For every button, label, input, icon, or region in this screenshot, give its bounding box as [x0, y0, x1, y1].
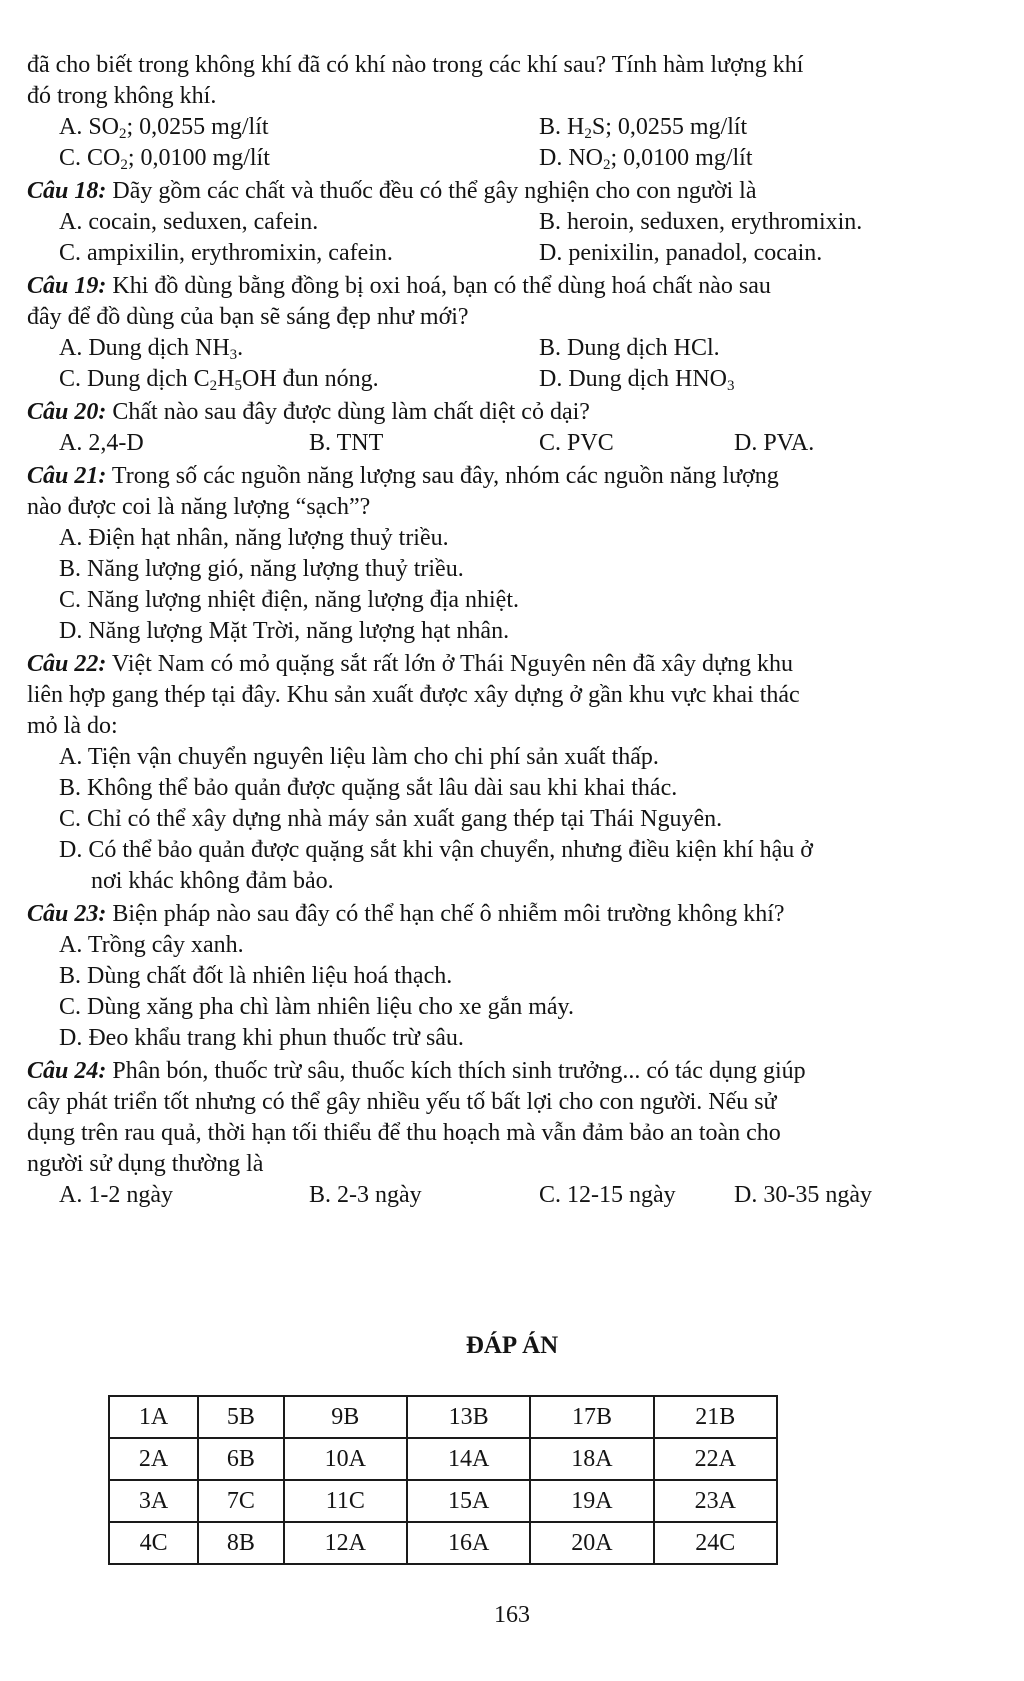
question-19-line-2: đây để đồ dùng của bạn sẽ sáng đẹp như mới?	[27, 304, 469, 330]
intro-options	[27, 112, 957, 174]
option-b: B. Năng lượng gió, năng lượng thuỷ triều.	[59, 556, 464, 582]
option-d: D. PVA.	[734, 430, 815, 456]
question-24-line-4: người sử dụng thường là	[27, 1151, 264, 1177]
question-20: Câu 20: Chất nào sau đây được dùng làm chất diệt cỏ dại?	[27, 399, 590, 425]
option-d: D. Dung dịch $HNO_3$	[539, 366, 735, 394]
question-21: Câu 21: Trong số các nguồn năng lượng sau đây, nhóm các nguồn năng lượng	[27, 463, 779, 489]
table-cell: 3A	[109, 1480, 198, 1522]
table-row	[109, 1438, 777, 1480]
option-a: A. cocain, seduxen, cafein.	[59, 209, 319, 235]
table-cell: 23A	[654, 1480, 777, 1522]
question-label: Câu 18:	[27, 178, 107, 204]
question-22-line-3: mỏ là do:	[27, 713, 118, 739]
option-b: B. heroin, seduxen, erythromixin.	[539, 209, 863, 235]
table-row	[109, 1396, 777, 1438]
question-label: Câu 23:	[27, 901, 107, 927]
question-18-options	[27, 207, 957, 269]
table-cell: 2A	[109, 1438, 198, 1480]
option-c: C. Chỉ có thể xây dựng nhà máy sản xuất gang thép tại Thái Nguyên.	[59, 806, 723, 832]
option-c: C. Dung dịch $C_2H_5OH$ đun nóng.	[59, 366, 379, 394]
option-b: B. TNT	[309, 430, 384, 456]
question-label: Câu 24:	[27, 1058, 107, 1084]
intro-line-2: đó trong không khí.	[27, 83, 217, 109]
question-24-line-3: dụng trên rau quả, thời hạn tối thiểu để thu hoạch mà vẫn đảm bảo an toàn cho	[27, 1120, 781, 1146]
question-23-options	[27, 930, 957, 1054]
table-cell: 20A	[530, 1522, 653, 1564]
table-cell: 9B	[284, 1396, 407, 1438]
intro-option-d: D. $NO_2$; 0,0100 mg/lít	[539, 145, 753, 173]
option-b: B. Không thể bảo quản được quặng sắt lâu dài sau khi khai thác.	[59, 775, 678, 801]
table-row	[109, 1522, 777, 1564]
question-21-line-2: nào được coi là năng lượng “sạch”?	[27, 494, 371, 520]
question-22-line-2: liên hợp gang thép tại đây. Khu sản xuất được xây dựng ở gần khu vực khai thác	[27, 682, 800, 708]
question-label: Câu 21:	[27, 463, 107, 489]
table-cell: 7C	[198, 1480, 283, 1522]
option-d: D. Đeo khẩu trang khi phun thuốc trừ sâu.	[59, 1025, 464, 1051]
question-20-options	[27, 428, 957, 459]
table-cell: 24C	[654, 1522, 777, 1564]
page-number: 163	[494, 1602, 530, 1628]
option-a: A. Điện hạt nhân, năng lượng thuỷ triều.	[59, 525, 449, 551]
option-c: C. Năng lượng nhiệt điện, năng lượng địa nhiệt.	[59, 587, 519, 613]
table-cell: 5B	[198, 1396, 283, 1438]
answer-key-heading: ĐÁP ÁN	[465, 1332, 559, 1359]
option-d: D. 30-35 ngày	[734, 1182, 872, 1208]
intro-option-a: A. $SO_2$; 0,0255 mg/lít	[59, 114, 269, 142]
option-d: D. Có thể bảo quản được quặng sắt khi vận chuyển, nhưng điều kiện khí hậu ở	[59, 837, 813, 863]
option-d-continued: nơi khác không đảm bảo.	[91, 868, 334, 894]
table-cell: 8B	[198, 1522, 283, 1564]
question-18: Câu 18: Dãy gồm các chất và thuốc đều có thể gây nghiện cho con người là	[27, 178, 757, 204]
option-a: A. Dung dịch $NH_3$.	[59, 335, 244, 363]
table-cell: 10A	[284, 1438, 407, 1480]
table-cell: 16A	[407, 1522, 530, 1564]
option-a: A. Trồng cây xanh.	[59, 932, 244, 958]
option-c: C. ampixilin, erythromixin, cafein.	[59, 240, 393, 266]
option-b: B. Dùng chất đốt là nhiên liệu hoá thạch.	[59, 963, 453, 989]
table-cell: 21B	[654, 1396, 777, 1438]
option-d: D. penixilin, panadol, cocain.	[539, 240, 823, 266]
question-24-options	[27, 1180, 957, 1211]
question-19-options	[27, 333, 957, 395]
option-a: A. 1-2 ngày	[59, 1182, 173, 1208]
table-cell: 18A	[530, 1438, 653, 1480]
question-19: Câu 19: Khi đồ dùng bằng đồng bị oxi hoá, bạn có thể dùng hoá chất nào sau	[27, 273, 771, 299]
intro-option-b: B. $H_2S$; 0,0255 mg/lít	[539, 114, 748, 142]
option-a: A. Tiện vận chuyển nguyên liệu làm cho chi phí sản xuất thấp.	[59, 744, 659, 770]
question-label: Câu 22:	[27, 651, 107, 677]
answer-key-table	[108, 1395, 778, 1565]
question-label: Câu 20:	[27, 399, 107, 425]
table-cell: 6B	[198, 1438, 283, 1480]
option-c: C. 12-15 ngày	[539, 1182, 676, 1208]
question-22-options	[27, 742, 957, 897]
question-21-options	[27, 523, 957, 647]
option-d: D. Năng lượng Mặt Trời, năng lượng hạt nhân.	[59, 618, 510, 644]
table-cell: 15A	[407, 1480, 530, 1522]
table-cell: 19A	[530, 1480, 653, 1522]
table-cell: 12A	[284, 1522, 407, 1564]
intro-line-1: đã cho biết trong không khí đã có khí nào trong các khí sau? Tính hàm lượng khí	[27, 52, 804, 78]
question-24-line-2: cây phát triển tốt nhưng có thể gây nhiều yếu tố bất lợi cho con người. Nếu sử	[27, 1089, 777, 1115]
question-22: Câu 22: Việt Nam có mỏ quặng sắt rất lớn ở Thái Nguyên nên đã xây dựng khu	[27, 651, 793, 677]
table-cell: 22A	[654, 1438, 777, 1480]
table-cell: 13B	[407, 1396, 530, 1438]
questions-body	[27, 50, 957, 1211]
table-cell: 1A	[109, 1396, 198, 1438]
table-cell: 17B	[530, 1396, 653, 1438]
table-cell: 14A	[407, 1438, 530, 1480]
question-label: Câu 19:	[27, 273, 107, 299]
option-b: B. Dung dịch HCl.	[539, 335, 720, 361]
option-a: A. 2,4-D	[59, 430, 144, 456]
intro-option-c: C. $CO_2$; 0,0100 mg/lít	[59, 145, 270, 173]
question-23: Câu 23: Biện pháp nào sau đây có thể hạn chế ô nhiễm môi trường không khí?	[27, 901, 785, 927]
question-24: Câu 24: Phân bón, thuốc trừ sâu, thuốc kích thích sinh trưởng... có tác dụng giúp	[27, 1058, 806, 1084]
table-cell: 4C	[109, 1522, 198, 1564]
option-b: B. 2-3 ngày	[309, 1182, 422, 1208]
option-c: C. Dùng xăng pha chì làm nhiên liệu cho xe gắn máy.	[59, 994, 574, 1020]
table-row	[109, 1480, 777, 1522]
option-c: C. PVC	[539, 430, 614, 456]
table-cell: 11C	[284, 1480, 407, 1522]
